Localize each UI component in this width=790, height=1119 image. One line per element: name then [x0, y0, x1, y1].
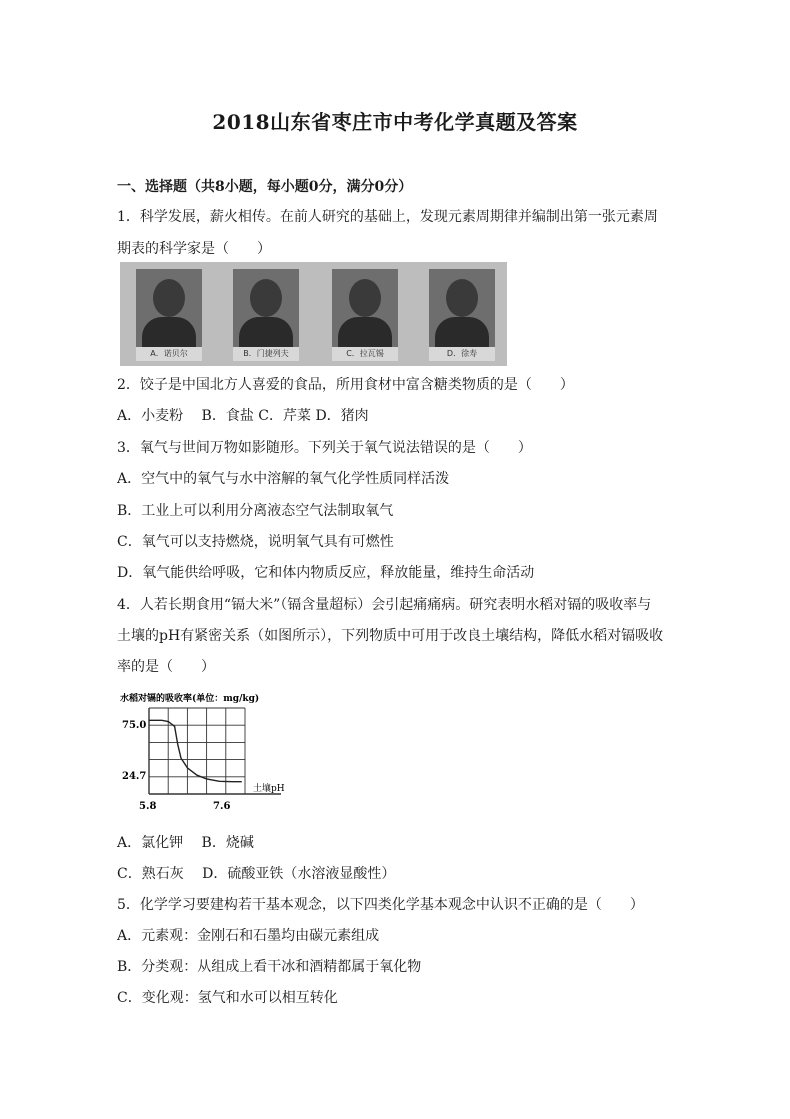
- q3-text: 3．氧气与世间万物如影随形。下列关于氧气说法错误的是（ ）: [117, 440, 532, 456]
- q1-text-line1: 1．科学发展，薪火相传。在前人研究的基础上，发现元素周期律并编制出第一张元素周: [117, 209, 658, 225]
- q4-options-cd: C．熟石灰 D．硫酸亚铁（水溶液显酸性）: [117, 866, 396, 882]
- q1-text-line2: 期表的科学家是（ ）: [117, 241, 271, 257]
- section-heading: 一、选择题（共8小题，每小题0分，满分0分）: [117, 179, 413, 195]
- photo-caption-a: A．诺贝尔: [136, 347, 202, 361]
- x-tick-label-start: 5.8: [139, 801, 157, 812]
- photo-caption-b: B．门捷列夫: [233, 347, 299, 361]
- y-tick-label-min: 24.7: [122, 771, 147, 782]
- q2-text: 2．饺子是中国北方人喜爱的食品，所用食材中富含糖类物质的是（ ）: [117, 377, 574, 393]
- q3-option-b: B．工业上可以利用分离液态空气法制取氧气: [117, 503, 394, 519]
- q3-option-d: D．氧气能供给呼吸，它和体内物质反应，释放能量，维持生命活动: [117, 565, 535, 581]
- q2-options: A．小麦粉 B．食盐 C．芹菜 D．猪肉: [117, 408, 369, 424]
- q5-option-c: C．变化观：氢气和水可以相互转化: [117, 990, 338, 1006]
- chart-title: 水稻对镉的吸收率(单位：mg/kg): [120, 694, 260, 704]
- chart-series-line: [149, 720, 242, 781]
- cadmium-absorption-chart: [117, 688, 317, 816]
- q4-options-ab: A．氯化钾 B．烧碱: [117, 835, 254, 851]
- q3-option-a: A．空气中的氧气与水中溶解的氧气化学性质同样活泼: [117, 471, 450, 487]
- x-axis-label: 土壤pH: [253, 784, 285, 794]
- q4-text-line3: 率的是（ ）: [117, 659, 215, 675]
- photo-option-d: [429, 269, 495, 361]
- photo-option-b: [233, 269, 299, 361]
- photo-option-c: [332, 269, 398, 361]
- x-tick-label-end: 7.6: [213, 801, 231, 812]
- photo-option-a: [136, 269, 202, 361]
- q5-option-a: A．元素观：金刚石和石墨均由碳元素组成: [117, 928, 380, 944]
- y-tick-label-max: 75.0: [122, 720, 147, 731]
- photo-caption-c: C．拉瓦锡: [332, 347, 398, 361]
- q3-option-c: C．氧气可以支持燃烧，说明氧气具有可燃性: [117, 534, 394, 550]
- q5-option-b: B．分类观：从组成上看干冰和酒精都属于氧化物: [117, 959, 422, 975]
- q4-text-line2: 土壤的pH有紧密关系（如图所示），下列物质中可用于改良土壤结构，降低水稻对镉吸收: [117, 628, 664, 644]
- q4-text-line1: 4．人若长期食用“镉大米”（镉含量超标）会引起痛痛病。研究表明水稻对镉的吸收率与: [117, 597, 652, 613]
- document-title: 2018山东省枣庄市中考化学真题及答案: [212, 110, 578, 134]
- q5-text: 5．化学学习要建构若干基本观念，以下四类化学基本观念中认识不正确的是（ ）: [117, 897, 644, 913]
- scientist-photos: [120, 262, 507, 366]
- photo-caption-d: D．徐寿: [429, 347, 495, 361]
